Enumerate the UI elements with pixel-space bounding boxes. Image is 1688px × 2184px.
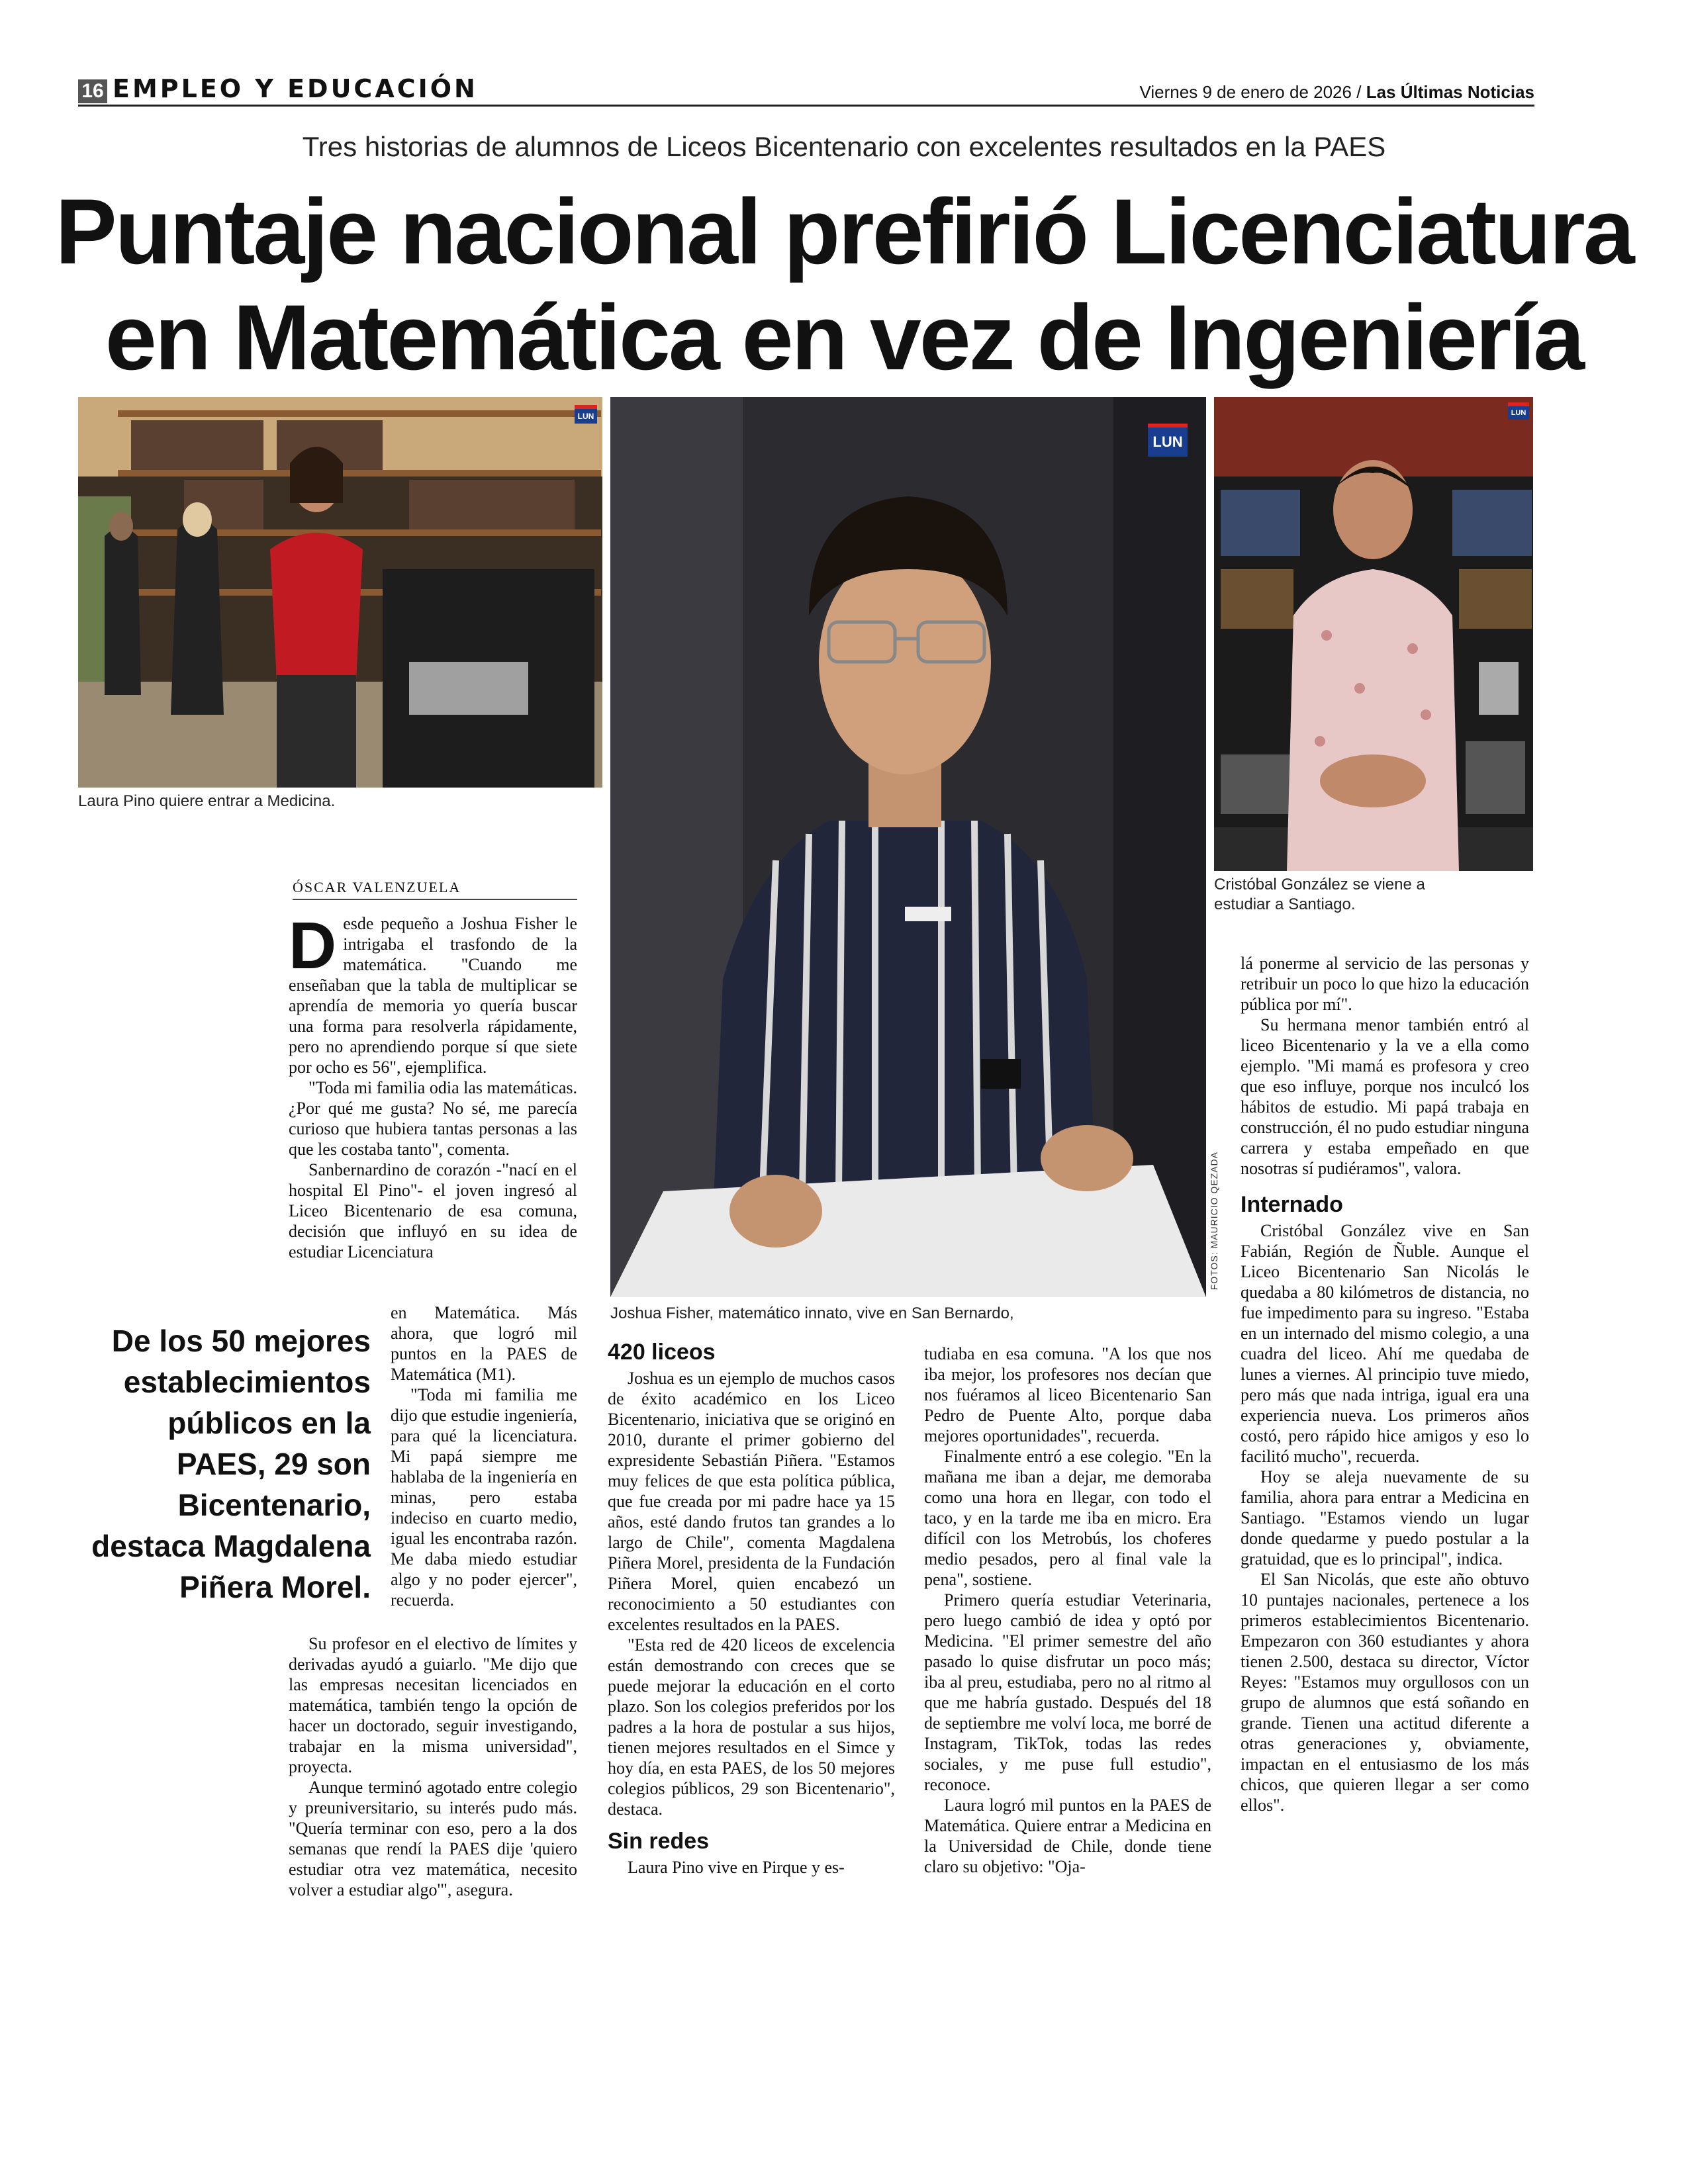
- paragraph: Laura Pino vive en Pirque y es-: [628, 1858, 845, 1877]
- paragraph: Aunque terminó agotado entre colegio y preuniversitario, su interés pudo más. "Quería terminar con eso, pero a la dos semanas que rendí la PAES dije 'quiero estudiar otra vez matemática, necesito volver a estudiar algo'", asegura.: [289, 1778, 577, 1899]
- pull-quote: De los 50 mejores establecimientos públicos en la PAES, 29 son Bicentenario, destaca Magdalena Piñera Morel.: [91, 1324, 371, 1604]
- paragraph: Finalmente entró a ese colegio. "En la mañana me iban a dejar, me demoraba como una hora en llegar, con todo el taco, y en la tarde me iba en micro. Era difícil con los Metrobús, los choferes medio pesados, pero al final vale la pena", sostiene.: [924, 1447, 1211, 1589]
- paragraph: Su profesor en el electivo de límites y derivadas ayudó a guiarlo. "Me dijo que las empresas necesitan licenciados en matemática, también tengo la opción de hacer un doctorado, seguir investigando, trabajar en la misma universidad", proyecta.: [289, 1634, 577, 1776]
- page-number: 16: [78, 79, 107, 103]
- photo-joshua: [610, 397, 1206, 1297]
- paragraph: Primero quería estudiar Veterinaria, pero luego cambió de idea y optó por Medicina. "El primer semestre del año pasado lo quise disfrutar un poco más; iba al preu, estudiaba, pero no al ritmo al que me habría gustado. Después del 18 de septiembre me volví loca, me borré de Instagram, TikTok, todas las redes sociales, y me puse full estudio", reconoce.: [924, 1590, 1211, 1794]
- paragraph: Joshua es un ejemplo de muchos casos de éxito académico en los Liceo Bicentenario, iniciativa que se originó en 2010, durante el primer gobierno del expresidente Sebastián Piñera. "Estamos muy felices de que esta política pública, que fue creada por mi padre hace ya 15 años, esté dando frutos tan grandes a lo largo de Chile", comenta Magdalena Piñera Morel, presidenta de la Fundación Piñera Morel, quien encabezó un reconocimiento a 50 estudiantes con excelentes resultados en la PAES.: [608, 1369, 895, 1634]
- article-column-3: [924, 1343, 1211, 1877]
- caption-cristobal-line-1: Cristóbal González se viene a: [1214, 876, 1425, 893]
- photo-laura: [78, 397, 602, 788]
- paragraph: Sanbernardino de corazón -"nací en el hospital El Pino"- el joven ingresó al Liceo Bicentenario de esa comuna, decisión que influyó en su idea de estudiar Licenciatura: [289, 1160, 577, 1261]
- lun-logo-left: LUN: [575, 405, 597, 424]
- paragraph: en Matemática. Más ahora, que logró mil puntos en la PAES de Matemática (M1).: [391, 1303, 577, 1384]
- section-title: EMPLEO Y EDUCACIÓN: [113, 74, 478, 103]
- caption-joshua: Joshua Fisher, matemático innato, vive en San Bernardo,: [610, 1304, 1014, 1322]
- photo-joshua-image: [610, 397, 1206, 1297]
- kicker: Tres historias de alumnos de Liceos Bicentenario con excelentes resultados en la PAES: [302, 131, 1386, 162]
- paragraph: Su hermana menor también entró al liceo Bicentenario y la ve a ella como ejemplo. "Mi mamá es profesora y creo que eso influye, porque nos inculcó los hábitos de estudio. Mi papá trabaja en construcción, él no pudo estudiar ninguna carrera y estaba empeñado en que nosotras sí pudiéramos", valora.: [1241, 1015, 1529, 1178]
- photo-laura-image: [78, 397, 602, 788]
- subhead-internado: Internado: [1241, 1192, 1343, 1217]
- photo-cristobal-image: [1214, 397, 1533, 871]
- article-column-1: [289, 909, 577, 1262]
- paragraph: Laura logró mil puntos en la PAES de Matemática. Quiere entrar a Medicina en la Universidad de Chile, donde tiene claro su objetivo: "Oja-: [924, 1796, 1211, 1876]
- paragraph: lá ponerme al servicio de las personas y retribuir un poco lo que hizo la educación pública por mí".: [1241, 954, 1529, 1014]
- headline-line-2: en Matemática en vez de Ingeniería: [105, 285, 1583, 389]
- date-separator: /: [1356, 82, 1362, 102]
- article-column-1-narrow: [391, 1302, 577, 1610]
- paragraph: tudiaba en esa comuna. "A los que nos iba mejor, los profesores nos decían que nos fuéramos al liceo Bicentenario San Pedro de Puente Alto, porque daba mejores oportunidades", recuerda.: [924, 1344, 1211, 1445]
- dateline: [1140, 82, 1534, 103]
- paragraph: El San Nicolás, que este año obtuvo 10 puntajes nacionales, pertenece a los primeros establecimientos Bicentenario. Empezaron con 360 estudiantes y ahora tienen 2.500, destaca su director, Víctor Reyes: "Estamos muy orgullosos con un grupo de alumnos que está soñando en grande. Tienen una actitud diferente a otras generaciones y, obviamente, impactan en el entusiasmo de los más chicos, que quieren llegar a ser como ellos".: [1241, 1570, 1529, 1815]
- caption-laura: Laura Pino quiere entrar a Medicina.: [78, 792, 336, 810]
- article-column-4: [1241, 953, 1529, 1815]
- photo-cristobal: [1214, 397, 1533, 871]
- photo-credit: FOTOS: MAURICIO QEZADA: [1209, 1152, 1219, 1291]
- header-rule: [78, 105, 1534, 107]
- paragraph: Cristóbal González vive en San Fabián, Región de Ñuble. Aunque el Liceo Bicentenario San Nicolás le quedaba a 80 kilómetros de distancia, no fue impedimento para su ingreso. "Estaba en un internado del mismo colegio, a una cuadra del liceo. Ahí me quedaba de lunes a viernes. Al principio tuve miedo, pero más que nada intriga, igual era una experiencia nueva. Los primeros años costó, pero rápido hice amigos y eso lo facilitó mucho", recuerda.: [1241, 1221, 1529, 1466]
- article-column-1-bottom: [289, 1633, 577, 1900]
- lun-logo-center: LUN: [1148, 424, 1188, 457]
- byline: ÓSCAR VALENZUELA: [293, 879, 577, 900]
- paragraph: "Esta red de 420 liceos de excelencia están demostrando con creces que se puede mejorar la educación en el corto plazo. Son los colegios preferidos por los padres a la hora de postular a sus hijos, tienen mejores resultados en el Simce y hoy día, en esta PAES, de los 50 mejores colegios públicos, 29 son Bicentenario", destaca.: [608, 1635, 895, 1819]
- issue-date: Viernes 9 de enero de 2026: [1139, 82, 1352, 102]
- paragraph: Hoy se aleja nuevamente de su familia, ahora para entrar a Medicina en Santiago. "Estamos viendo un lugar donde quedarme y puedo postular a la gratuidad, que es lo principal", indica.: [1241, 1467, 1529, 1569]
- caption-cristobal-line-2: estudiar a Santiago.: [1214, 895, 1356, 913]
- paragraph: esde pequeño a Joshua Fisher le intrigaba el trasfondo de la matemática. "Cuando me enseñaban que la tabla de multiplicar se aprendía de memoria yo quería buscar una forma para resolverla rápidamente, pero no aprendiendo porque sí que siete por ocho es 56", ejemplifica.: [289, 914, 577, 1077]
- headline: [53, 179, 1635, 390]
- publication-name: Las Últimas Noticias: [1366, 82, 1534, 102]
- lun-logo-right: LUN: [1508, 402, 1529, 420]
- caption-cristobal: [1214, 875, 1425, 915]
- drop-cap: D: [289, 909, 337, 983]
- subhead-sin-redes: Sin redes: [608, 1829, 710, 1854]
- paragraph: "Toda mi familia me dijo que estudie ingeniería, para qué la licenciatura. Mi papá siempre me hablaba de la ingeniería en minas, pero estaba indeciso en cuarto medio, igual les encontraba razón. Me daba miedo estudiar algo y no poder ejercer", recuerda.: [391, 1385, 577, 1610]
- headline-line-1: Puntaje nacional prefirió Licenciatura: [55, 179, 1633, 283]
- article-column-2: [608, 1334, 895, 1878]
- paragraph: "Toda mi familia odia las matemáticas. ¿Por qué me gusta? No sé, me parecía curioso que hubiera tantas personas a las que les costaba tanto", comenta.: [289, 1078, 577, 1159]
- subhead-420-liceos: 420 liceos: [608, 1340, 716, 1365]
